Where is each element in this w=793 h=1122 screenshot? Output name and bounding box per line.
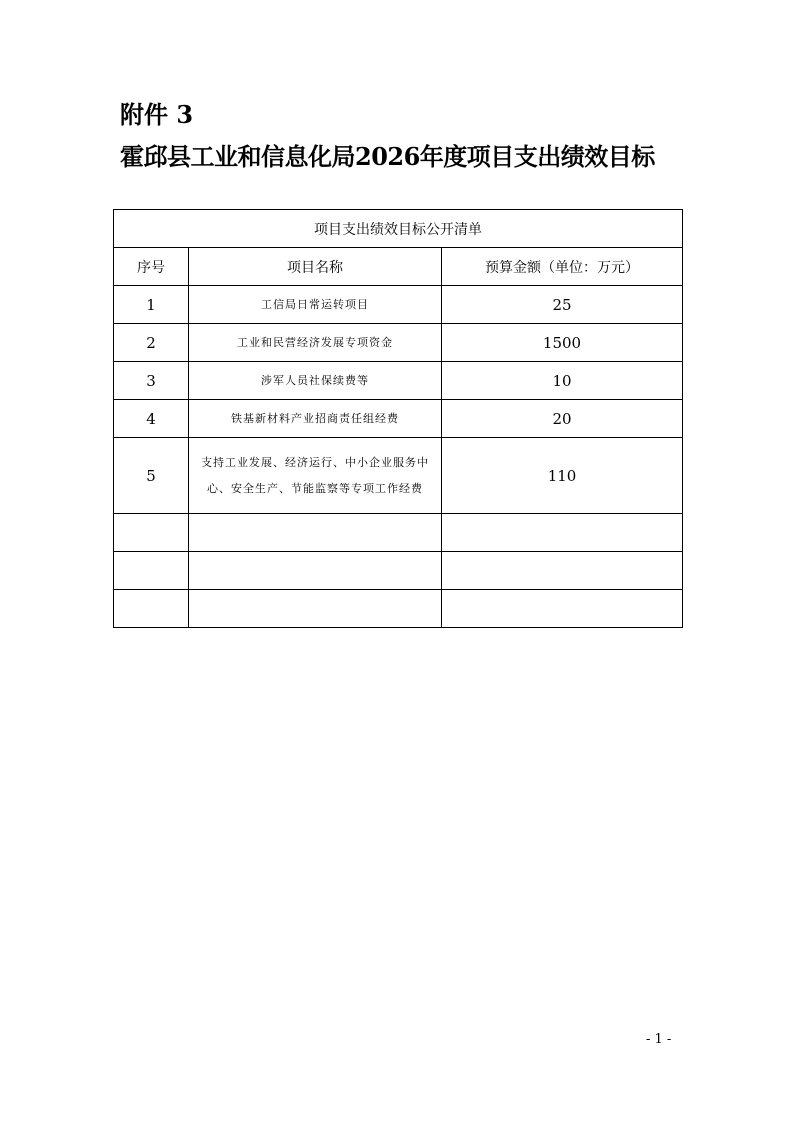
row-amount: 110 bbox=[442, 438, 683, 514]
row-amount bbox=[442, 552, 683, 590]
row-project-name: 工信局日常运转项目 bbox=[189, 286, 442, 324]
table-row-empty bbox=[114, 590, 683, 628]
table-row bbox=[114, 286, 683, 324]
row-amount bbox=[442, 590, 683, 628]
page-number: - 1 - bbox=[646, 1032, 672, 1047]
row-project-name: 涉军人员社保续费等 bbox=[189, 362, 442, 400]
row-seq: 2 bbox=[114, 324, 189, 362]
row-seq bbox=[114, 552, 189, 590]
row-project-name: 支持工业发展、经济运行、中小企业服务中心、安全生产、节能监察等专项工作经费 bbox=[189, 438, 442, 514]
document-title: 霍邱县工业和信息化局2026年度项目支出绩效目标 bbox=[120, 142, 655, 171]
attachment-label: 附件 3 bbox=[120, 100, 194, 129]
table-caption: 项目支出绩效目标公开清单 bbox=[114, 210, 683, 248]
row-amount bbox=[442, 514, 683, 552]
column-header-seq: 序号 bbox=[114, 248, 189, 286]
row-project-name: 铁基新材料产业招商责任组经费 bbox=[189, 400, 442, 438]
row-seq: 3 bbox=[114, 362, 189, 400]
column-header-name: 项目名称 bbox=[189, 248, 442, 286]
table-row bbox=[114, 324, 683, 362]
row-amount: 10 bbox=[442, 362, 683, 400]
row-amount: 25 bbox=[442, 286, 683, 324]
row-seq: 4 bbox=[114, 400, 189, 438]
budget-table bbox=[113, 209, 683, 628]
row-project-name bbox=[189, 590, 442, 628]
row-project-name bbox=[189, 514, 442, 552]
table-row bbox=[114, 400, 683, 438]
table-row-empty bbox=[114, 514, 683, 552]
table-caption-row bbox=[114, 210, 683, 248]
row-amount: 20 bbox=[442, 400, 683, 438]
table-header-row bbox=[114, 248, 683, 286]
table-row bbox=[114, 362, 683, 400]
row-amount: 1500 bbox=[442, 324, 683, 362]
row-seq bbox=[114, 590, 189, 628]
row-seq: 5 bbox=[114, 438, 189, 514]
table-row-empty bbox=[114, 552, 683, 590]
row-seq bbox=[114, 514, 189, 552]
column-header-amount: 预算金额（单位：万元） bbox=[442, 248, 683, 286]
row-project-name bbox=[189, 552, 442, 590]
row-project-name: 工业和民营经济发展专项资金 bbox=[189, 324, 442, 362]
table-row bbox=[114, 438, 683, 514]
row-seq: 1 bbox=[114, 286, 189, 324]
